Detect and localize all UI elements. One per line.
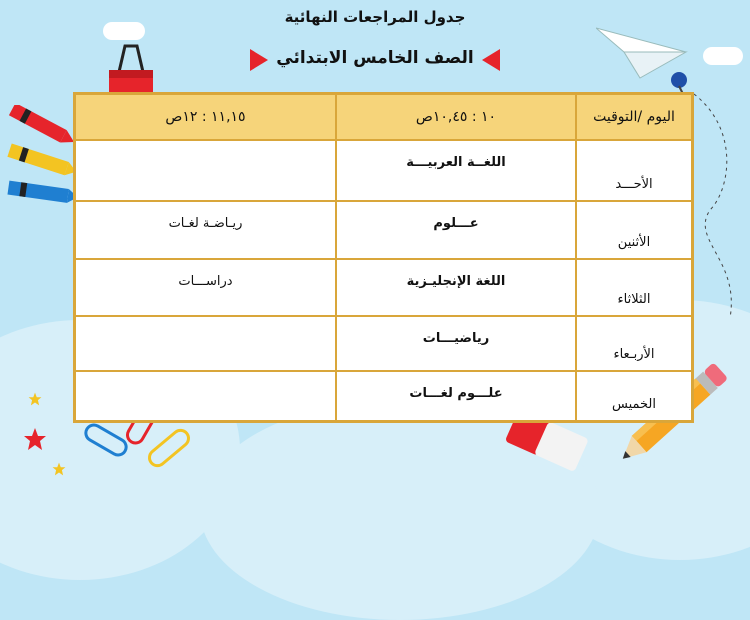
slot2-cell: ريـاضـة لغـات <box>75 201 337 260</box>
slot1-cell: اللغة الإنجليـزية <box>336 259 576 316</box>
header-slot2: ١١,١٥ : ١٢ص <box>75 94 337 141</box>
header-day: اليوم /التوقيت <box>576 94 693 141</box>
slot2-cell <box>75 316 337 371</box>
page-subtitle: الصف الخامس الابتدائي <box>276 48 474 68</box>
day-cell: الخميس <box>576 371 693 422</box>
page-title: جدول المراجعات النهائية <box>284 8 466 26</box>
day-cell: الأحـــد <box>576 140 693 201</box>
slot1-cell: عـــلوم <box>336 201 576 260</box>
table-row <box>75 371 693 422</box>
schedule-table <box>73 92 694 423</box>
table-row <box>75 140 693 201</box>
table-row <box>75 259 693 316</box>
slot2-cell: دراســـات <box>75 259 337 316</box>
slot2-cell <box>75 140 337 201</box>
header-slot1: ١٠ : ١٠,٤٥ص <box>336 94 576 141</box>
star-icon <box>52 462 66 476</box>
table-row <box>75 201 693 260</box>
day-cell: الأثنين <box>576 201 693 260</box>
slot2-cell <box>75 371 337 422</box>
star-icon <box>23 427 47 451</box>
dashed-path-decoration <box>690 90 750 320</box>
slot1-cell: اللغــة العربيـــة <box>336 140 576 201</box>
slot1-cell: رياضيـــات <box>336 316 576 371</box>
day-cell: الأربـعاء <box>576 316 693 371</box>
crayons-icon <box>0 105 78 215</box>
star-icon <box>28 392 42 406</box>
day-cell: الثلاثاء <box>576 259 693 316</box>
table-row <box>75 316 693 371</box>
table-header-row <box>75 94 693 141</box>
slot1-cell: علـــوم لغـــات <box>336 371 576 422</box>
